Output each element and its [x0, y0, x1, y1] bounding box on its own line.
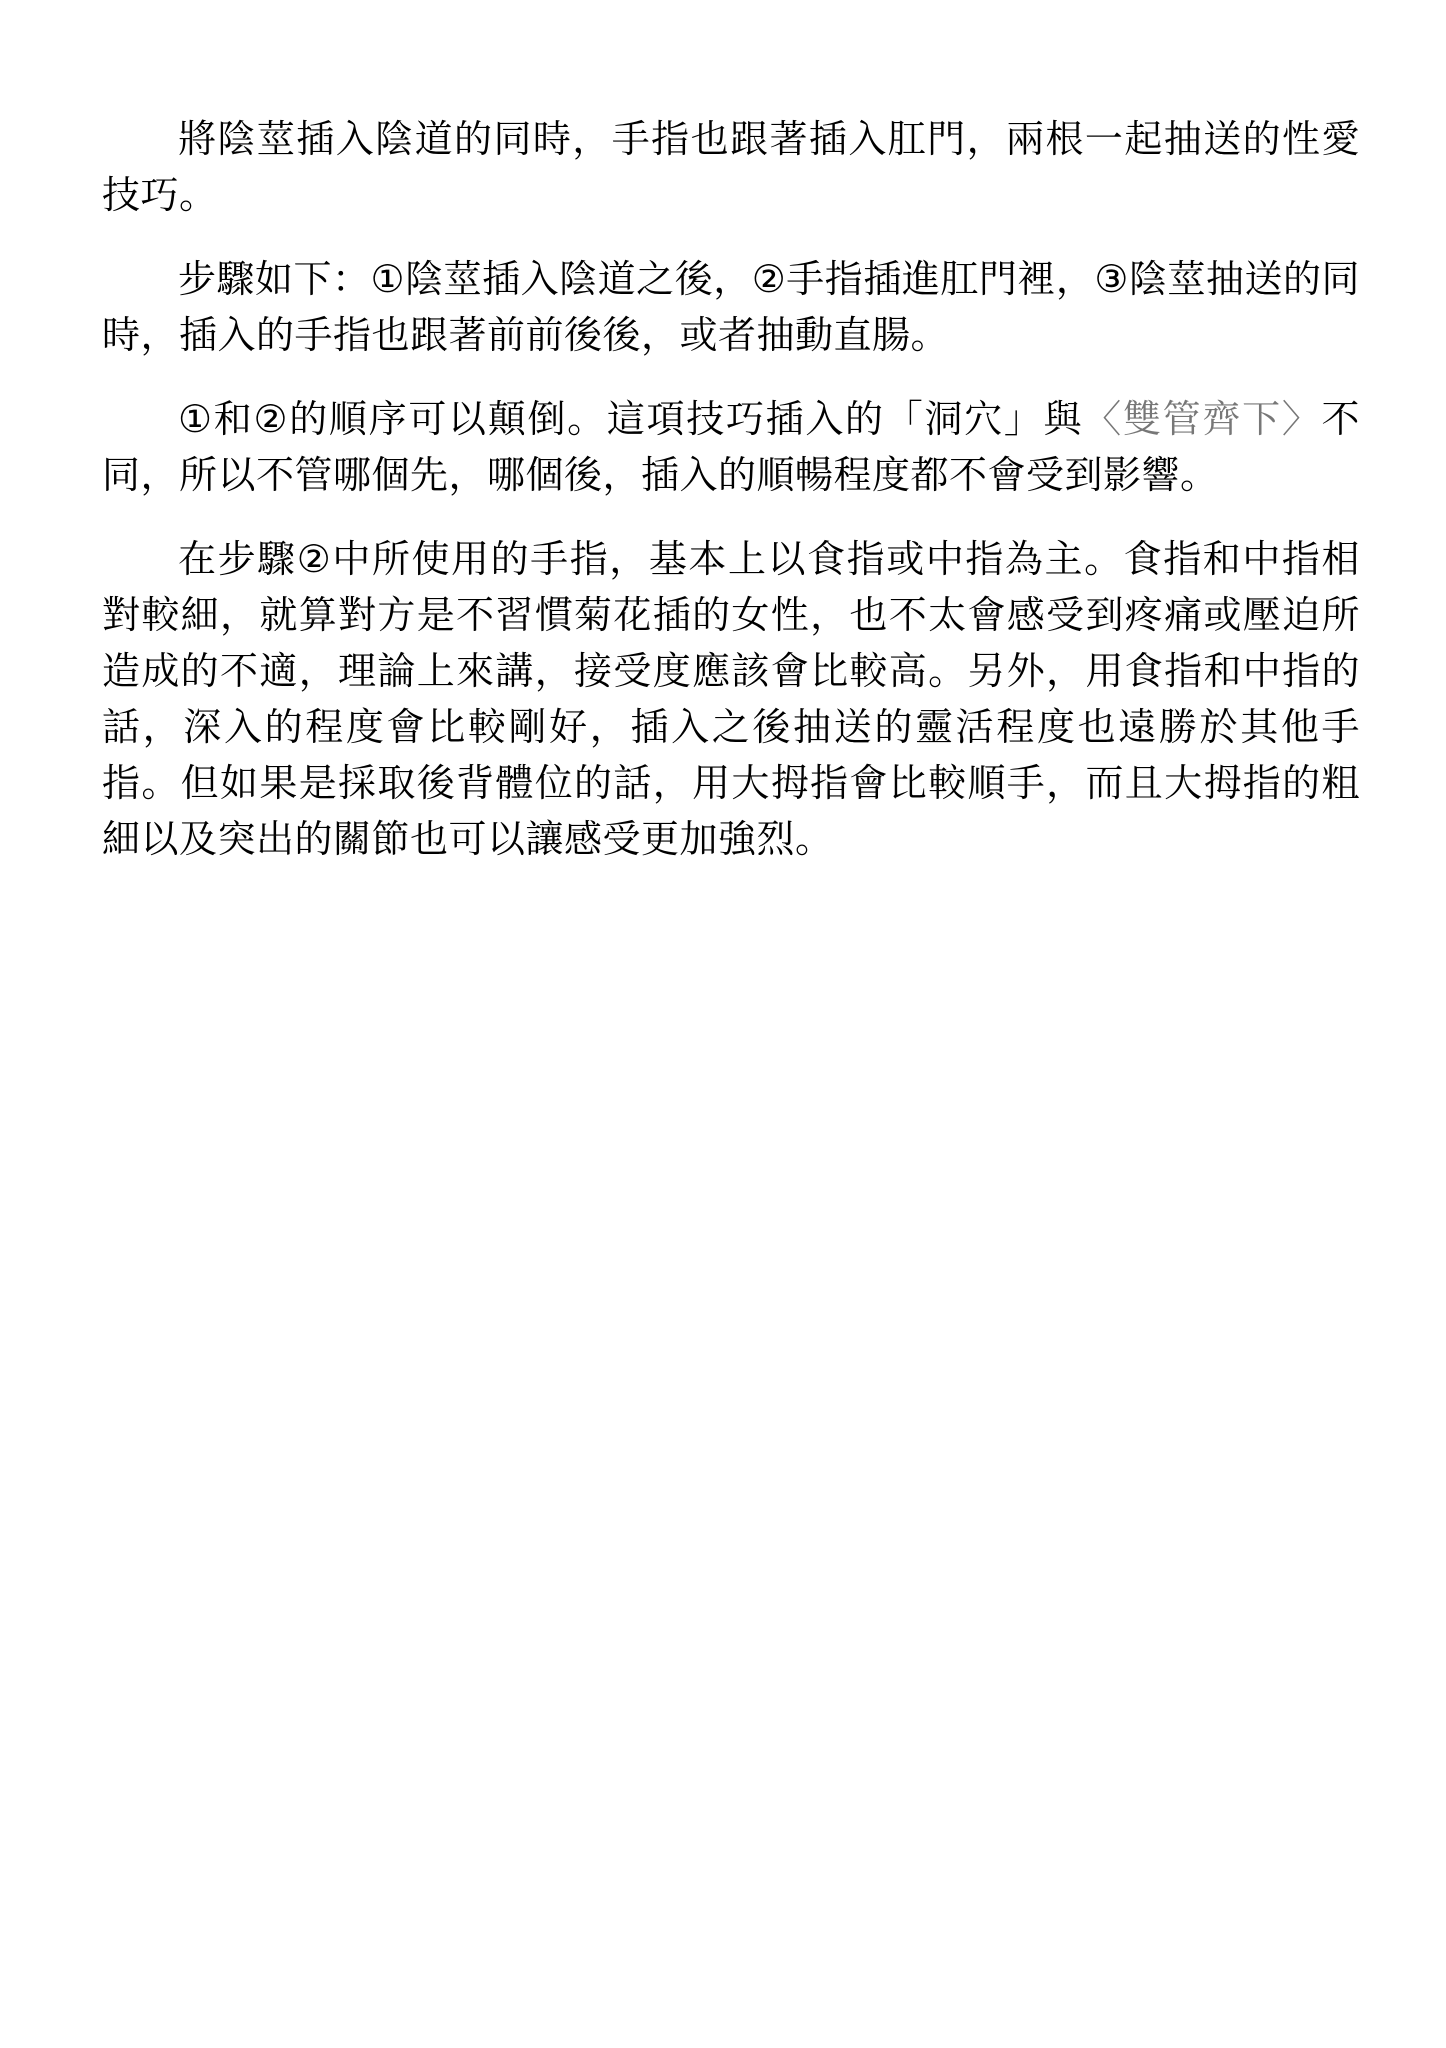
paragraph-4 — [102, 532, 1360, 868]
paragraph-2 — [102, 252, 1360, 364]
paragraph-1 — [102, 112, 1360, 224]
paragraph-1-text: 將陰莖插入陰道的同時，手指也跟著插入肛門，兩根一起抽送的性愛技巧。 — [102, 119, 1360, 217]
paragraph-3-text-after-reference: 不同，所以不管哪個先，哪個後，插入的順暢程度都不會受到影響。 — [102, 399, 1360, 497]
paragraph-4-text: 在步驟②中所使用的手指，基本上以食指或中指為主。食指和中指相對較細，就算對方是不習慣菊花插的女性，也不太會感受到疼痛或壓迫所造成的不適，理論上來講，接受度應該會比較高。另外，用食指和中指的話，深入的程度會比較剛好，插入之後抽送的靈活程度也遠勝於其他手指。但如果是採取後背體位的話，用大拇指會比較順手，而且大拇指的粗細以及突出的關節也可以讓感受更加強烈。 — [102, 539, 1360, 861]
cross-reference-title: 〈雙管齊下〉 — [1083, 399, 1322, 441]
paragraph-3-text-before-reference: ①和②的順序可以顛倒。這項技巧插入的「洞穴」與 — [178, 399, 1084, 441]
document-page-text — [102, 112, 1360, 896]
paragraph-3 — [102, 392, 1360, 504]
paragraph-2-text: 步驟如下：①陰莖插入陰道之後，②手指插進肛門裡，③陰莖抽送的同時，插入的手指也跟著前前後後，或者抽動直腸。 — [102, 259, 1360, 357]
